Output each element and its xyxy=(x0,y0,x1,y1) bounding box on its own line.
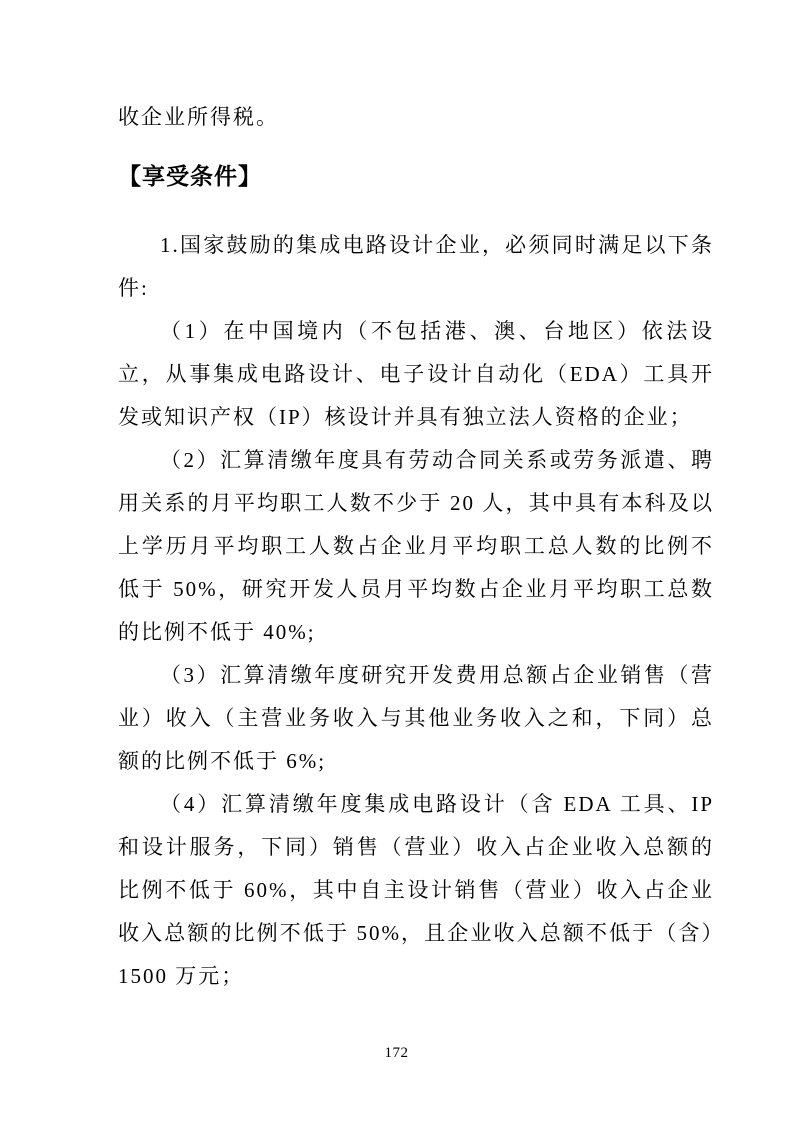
paragraph-condition-1: （1）在中国境内（不包括港、澳、台地区）依法设立，从事集成电路设计、电子设计自动化（EDA）工具开发或知识产权（IP）核设计并具有独立法人资格的企业； xyxy=(118,319,714,429)
paragraph-continuation: 收企业所得税。 xyxy=(118,105,279,129)
paragraph-condition-2: （2）汇算清缴年度具有劳动合同关系或劳务派遣、聘用关系的月平均职工人数不少于 20 人，其中具有本科及以上学历月平均职工人数占企业月平均职工总人数的比例不低于 50%，研究开发人员月平均数占企业月平均职工总数的比例不低于 40%; xyxy=(118,448,714,644)
section-heading: 【享受条件】 xyxy=(118,163,262,189)
paragraph-condition-4: （4）汇算清缴年度集成电路设计（含 EDA 工具、IP 和设计服务，下同）销售（营业）收入占企业收入总额的比例不低于 60%，其中自主设计销售（营业）收入占企业收入总额的比例不低于 50%，且企业收入总额不低于（含）1500 万元； xyxy=(118,792,714,988)
page-number: 172 xyxy=(384,1045,409,1061)
paragraph-item-1: 1.国家鼓励的集成电路设计企业，必须同时满足以下条件: xyxy=(118,233,714,300)
paragraph-condition-3: （3）汇算清缴年度研究开发费用总额占企业销售（营业）收入（主营业务收入与其他业务收入之和，下同）总额的比例不低于 6%; xyxy=(118,663,714,773)
document-body xyxy=(118,96,714,998)
